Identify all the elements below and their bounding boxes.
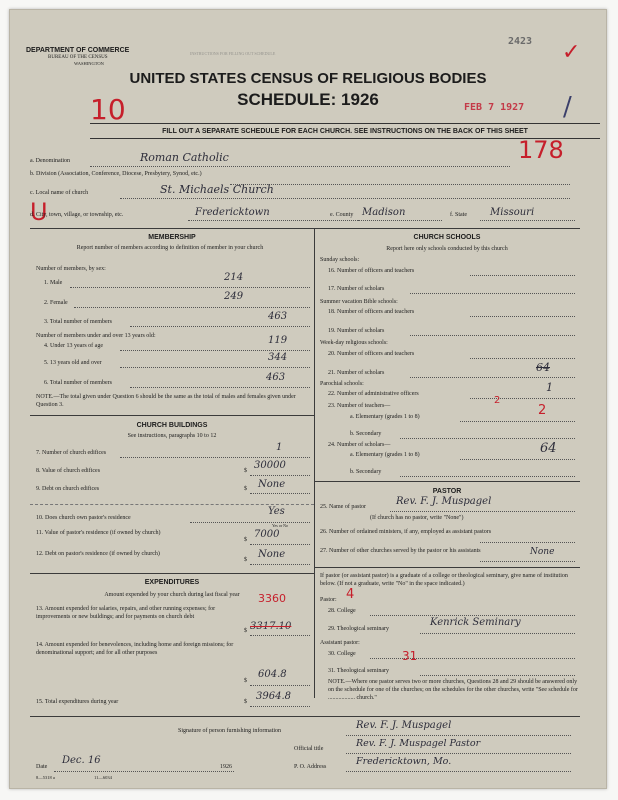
- division-label: b. Division (Association, Conference, Diocese, Presbytery, Synod, etc.): [30, 171, 202, 177]
- dollar-sign: $: [244, 678, 247, 684]
- q11-label: 11. Value of pastor's residence (if owned by church): [36, 530, 161, 536]
- denomination-value: Roman Catholic: [140, 151, 229, 164]
- bleed-through-text: INSTRUCTIONS FOR FILLING OUT SCHEDULE: [190, 51, 276, 56]
- state-value: Missouri: [490, 207, 535, 218]
- q9-label: 9. Debt on church edifices: [36, 486, 100, 492]
- county-value: Madison: [362, 207, 406, 218]
- female-value: 249: [224, 291, 244, 302]
- q28-label: 28. College: [328, 608, 356, 614]
- date-received-stamp: FEB 7 1927: [464, 102, 525, 113]
- q13-label: 13. Amount expended for salaries, repairs, and other running expenses; for improvements or new buildings; and for payments on church debt: [36, 606, 216, 620]
- local-name-value: St. Michaels Church: [160, 183, 274, 196]
- q24-label: 24. Number of scholars—: [328, 442, 391, 448]
- city-line: WASHINGTON: [74, 61, 104, 66]
- handwritten-number-10: 10: [90, 93, 126, 126]
- stamp-number: 2423: [508, 36, 533, 47]
- q25-value: Rev. F. J. Muspagel: [396, 496, 492, 507]
- dollar-sign: $: [244, 699, 247, 705]
- q15-value: 3964.8: [256, 691, 291, 702]
- q14-value: 604.8: [258, 669, 287, 680]
- schedule-title: SCHEDULE: 1926: [237, 90, 379, 109]
- membership-intro: Report number of members according to definition of member in your church: [76, 245, 264, 251]
- q15-label: 15. Total expenditures during year: [36, 699, 119, 705]
- summer-label: Summer vacation Bible schools:: [320, 299, 398, 305]
- county-label: e. County: [330, 212, 354, 218]
- q29-label: 29. Theological seminary: [328, 626, 390, 632]
- total6-value: 463: [266, 372, 286, 383]
- female-label: 2. Female: [44, 300, 68, 306]
- q8-label: 8. Value of church edifices: [36, 468, 101, 474]
- checkmark-icon: ✓: [562, 40, 581, 65]
- schools-sub: Report here only schools conducted by this church: [386, 246, 508, 252]
- q23-value: 2: [494, 395, 501, 406]
- q31-label: 31. Theological seminary: [328, 668, 390, 674]
- pastor-check-mark: 4: [346, 587, 355, 602]
- q21-value: 64: [536, 361, 550, 374]
- q11-value: 7000: [254, 529, 280, 540]
- handwritten-code-178: 178: [518, 136, 564, 164]
- q27-label: 27. Number of other churches served by the pastor or his assistants: [320, 548, 481, 554]
- q23-label: 23. Number of teachers—: [328, 403, 391, 409]
- denomination-label: a. Denomination: [30, 158, 70, 164]
- q7-label: 7. Number of church edifices: [36, 450, 107, 456]
- q24b-label: b. Secondary: [350, 469, 382, 475]
- q23a-label: a. Elementary (grades 1 to 8): [350, 414, 420, 420]
- membership-note: NOTE.—The total given under Question 6 should be the same as the total of males and females given under Question 3.: [36, 394, 296, 408]
- dollar-sign: $: [244, 486, 247, 492]
- q9-value: None: [258, 479, 286, 490]
- red-annotation: 31: [402, 649, 418, 663]
- q25-hint: (If church has no pastor, write "None"): [370, 515, 464, 521]
- instruction-line: FILL OUT A SEPARATE SCHEDULE FOR EACH CHURCH. SEE INSTRUCTIONS ON THE BACK OF THIS SHEET: [162, 128, 528, 135]
- total-members-label: 3. Total number of members: [44, 319, 112, 325]
- parochial-label: Parochial schools:: [320, 381, 364, 387]
- q19-label: 19. Number of scholars: [328, 328, 385, 334]
- q22-label: 22. Number of administrative officers: [328, 391, 419, 397]
- pastor-heading: PASTOR: [432, 488, 462, 495]
- form-number-2: 11—6034: [94, 775, 112, 780]
- q17-label: 17. Number of scholars: [328, 286, 385, 292]
- expenditures-sub: Amount expended by your church during last fiscal year: [104, 592, 240, 598]
- q7-value: 1: [276, 442, 283, 453]
- total6-label: 6. Total number of members: [44, 380, 112, 386]
- dollar-sign: $: [244, 557, 247, 563]
- assistant-sublabel: Assistant pastor:: [320, 640, 360, 646]
- male-value: 214: [224, 272, 244, 283]
- official-title-label: Official title: [294, 746, 324, 752]
- q24a-label: a. Elementary (grades 1 to 8): [350, 452, 420, 458]
- q16-label: 16. Number of officers and teachers: [328, 268, 415, 274]
- form-number: 8—5318 a: [36, 775, 55, 780]
- date-label: Date: [36, 764, 48, 770]
- q30-label: 30. College: [328, 651, 356, 657]
- state-label: f. State: [450, 212, 467, 218]
- signature-value: Rev. F. J. Muspagel: [356, 720, 452, 731]
- college-note: If pastor (or assistant pastor) is a graduate of a college or theological seminary, give name of institution below. (If not a graduate, write "No" in the space indicated.): [320, 573, 568, 587]
- q25-label: 25. Name of pastor: [320, 504, 366, 510]
- male-label: 1. Male: [44, 280, 63, 286]
- q13-struck-value: 3317.10: [250, 621, 292, 632]
- signature-label: Signature of person furnishing information: [178, 728, 281, 734]
- under13-label: 4. Under 13 years of age: [44, 343, 103, 349]
- q29-value: Kenrick Seminary: [430, 617, 521, 628]
- local-name-label: c. Local name of church: [30, 190, 89, 196]
- city-label: d. City, town, village, or township, etc.: [30, 212, 124, 218]
- buildings-sub: See instructions, paragraphs 10 to 12: [127, 433, 217, 439]
- q20-label: 20. Number of officers and teachers: [328, 351, 415, 357]
- q24a-value: 64: [540, 441, 557, 456]
- under13-value: 119: [268, 335, 288, 346]
- pastor-note: NOTE.—Where one pastor serves two or more churches, Questions 28 and 29 should be answered only on the schedule for one of the churches; on the schedules for the other churches, write "See schedule for .................. church.": [328, 679, 578, 701]
- q14-label: 14. Amount expended for benevolences, including home and foreign missions; for denominational support; and for all other purposes: [36, 642, 234, 656]
- q10-label: 10. Does church own pastor's residence: [36, 515, 131, 521]
- weekday-label: Week-day religious schools:: [320, 340, 388, 346]
- sunday-label: Sunday schools:: [320, 257, 360, 263]
- department-line: DEPARTMENT OF COMMERCE: [26, 47, 130, 54]
- q18-label: 18. Number of officers and teachers: [328, 309, 415, 315]
- schools-heading: CHURCH SCHOOLS: [413, 234, 481, 241]
- over13-value: 344: [268, 352, 288, 363]
- total-members-value: 463: [268, 311, 288, 322]
- date-value: Dec. 16: [62, 755, 101, 766]
- q12-label: 12. Debt on pastor's residence (if owned by church): [36, 551, 160, 557]
- q12-value: None: [258, 549, 286, 560]
- q10-hint: Yes or No: [272, 523, 289, 528]
- buildings-heading: CHURCH BUILDINGS: [136, 422, 208, 429]
- by-sex-label: Number of members, by sex:: [36, 266, 106, 272]
- age-intro-label: Number of members under and over 13 years old:: [36, 333, 156, 339]
- q8-value: 30000: [254, 460, 286, 471]
- over13-label: 5. 13 years old and over: [44, 360, 102, 366]
- margin-mark: U: [30, 198, 48, 226]
- form-title: UNITED STATES CENSUS OF RELIGIOUS BODIES: [129, 70, 487, 87]
- q23a-value: 2: [538, 403, 547, 418]
- bureau-line: BUREAU OF THE CENSUS: [48, 55, 108, 60]
- q26-label: 26. Number of ordained ministers, if any, employed as assistant pastors: [320, 529, 492, 535]
- q22-value: 1: [546, 381, 553, 394]
- address-value: Fredericktown, Mo.: [356, 756, 452, 767]
- address-label: P. O. Address: [294, 764, 327, 770]
- membership-heading: MEMBERSHIP: [148, 234, 196, 241]
- q10-value: Yes: [268, 506, 285, 517]
- pastor-sublabel: Pastor:: [320, 597, 337, 603]
- q21-label: 21. Number of scholars: [328, 370, 385, 376]
- q13-value: 3360: [258, 592, 286, 605]
- q23b-label: b. Secondary: [350, 431, 382, 437]
- city-value: Fredericktown: [195, 207, 270, 218]
- dollar-sign: $: [244, 628, 247, 634]
- q27-value: None: [530, 547, 555, 557]
- official-title-value: Rev. F. J. Muspagel Pastor: [356, 738, 481, 749]
- dollar-sign: $: [244, 468, 247, 474]
- census-schedule-page: [9, 9, 607, 789]
- year-label: 1926: [220, 764, 232, 770]
- dollar-sign: $: [244, 537, 247, 543]
- expenditures-heading: EXPENDITURES: [144, 579, 200, 586]
- slash-mark: /: [563, 92, 572, 122]
